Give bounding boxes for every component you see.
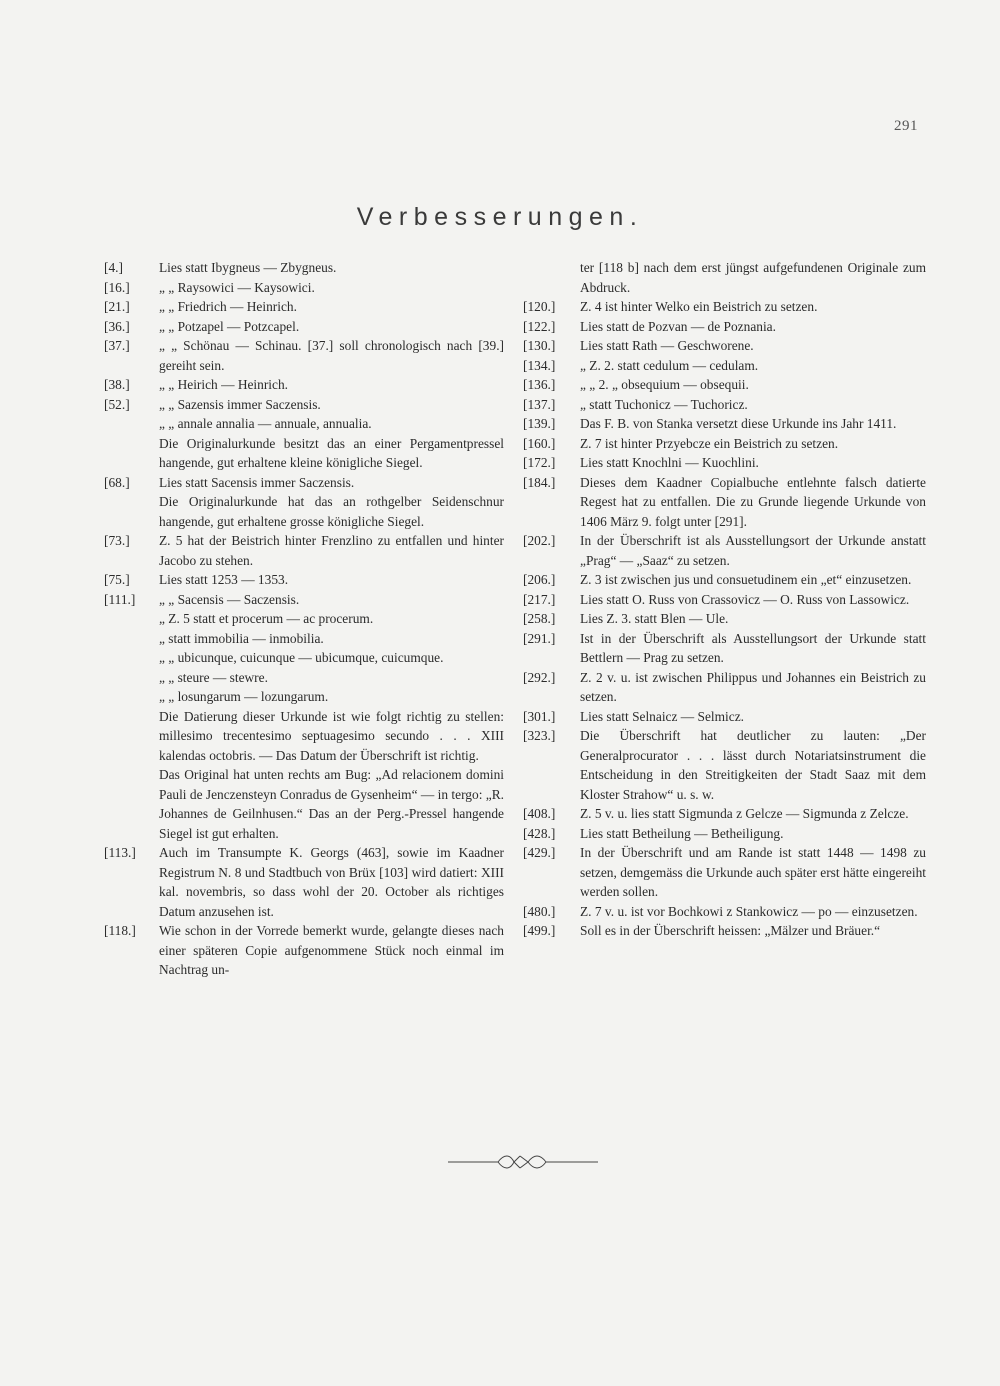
correction-entry — [523, 629, 926, 668]
entry-ref: [16.] — [104, 279, 130, 295]
correction-entry — [104, 590, 504, 610]
entry-text: Lies statt Ibygneus — Zbygneus. — [159, 260, 337, 275]
correction-entry — [104, 531, 504, 570]
entry-ref: [130.] — [523, 338, 556, 353]
entry-text: Lies statt Betheilung — Betheiligung. — [580, 825, 784, 841]
entry-text: Lies statt de Pozvan — de Poznania. — [580, 318, 776, 334]
entry-ref: [160.] — [523, 435, 556, 451]
entry-text: „ „ losungarum — lozungarum. — [159, 689, 329, 704]
entry-text: „ Z. 5 statt et procerum — ac procerum. — [159, 611, 374, 626]
correction-entry — [523, 843, 926, 902]
entry-ref: [217.] — [523, 591, 556, 607]
entry-text: „ „ 2. „ obsequium — obsequii. — [580, 377, 749, 392]
correction-entry — [523, 609, 926, 629]
left-column — [104, 258, 504, 980]
entry-text: „ „ Sacensis — Saczensis. — [159, 591, 300, 607]
entry-ref: [499.] — [523, 923, 556, 938]
entry-text: „ Z. 2. statt cedulum — cedulam. — [580, 357, 759, 373]
correction-entry — [523, 317, 926, 337]
entry-text: „ „ Raysowici — Kaysowici. — [159, 279, 315, 295]
entry-ref: [172.] — [523, 455, 556, 470]
entry-ref: [75.] — [104, 572, 130, 587]
entry-text: „ „ ubicunque, cuicunque — ubicumque, cuicumque. — [159, 650, 444, 665]
entry-ref: [4.] — [104, 260, 123, 275]
entry-ref: [137.] — [523, 396, 556, 412]
entry-text: „ statt immobilia — inmobilia. — [159, 630, 324, 646]
entry-ref: [184.] — [523, 474, 556, 490]
entry-text: „ „ Schönau — Schinau. [37.] soll chronologisch nach [39.] gereiht sein. — [159, 338, 504, 373]
correction-entry — [523, 921, 926, 941]
entry-text: „ „ steure — stewre. — [159, 669, 268, 685]
entry-text: Die Überschrift hat deutlicher zu lauten: „Der Generalprocurator . . . lässt durch Notariatsinstrument die Entscheidung in den Streitigkeiten der Stadt Saaz mit dem Kloster Strahow“ u. s. w. — [580, 728, 926, 802]
correction-entry — [523, 590, 926, 610]
entry-text: Lies statt Rath — Geschworene. — [580, 338, 754, 353]
entry-text: Z. 4 ist hinter Welko ein Beistrich zu setzen. — [580, 299, 818, 314]
correction-entry — [523, 356, 926, 376]
entry-ref: [37.] — [104, 338, 130, 353]
correction-entry — [104, 668, 504, 688]
entry-text: Die Originalurkunde hat das an rothgelber Seidenschnur hangende, gut erhaltene grosse königliche Siegel. — [159, 494, 504, 529]
correction-entry — [523, 668, 926, 707]
correction-entry — [523, 258, 926, 297]
entry-text: Lies Z. 3. statt Blen — Ule. — [580, 611, 729, 626]
correction-entry — [523, 726, 926, 804]
correction-entry — [104, 434, 504, 473]
entry-text: Z. 7 ist hinter Przyebcze ein Beistrich zu setzen. — [580, 435, 839, 451]
page-number: 291 — [894, 118, 918, 134]
right-column — [523, 258, 926, 941]
entry-ref: [52.] — [104, 396, 130, 412]
correction-entry — [523, 375, 926, 395]
correction-entry — [523, 297, 926, 317]
entry-text: Z. 5 hat der Beistrich hinter Frenzlino zu entfallen und hinter Jacobo zu stehen. — [159, 533, 504, 568]
entry-text: Z. 7 v. u. ist vor Bochkowi z Stankowicz — po — einzusetzen. — [580, 903, 918, 919]
entry-ref: [38.] — [104, 377, 130, 392]
correction-entry — [104, 570, 504, 590]
correction-entry — [104, 473, 504, 493]
entry-ref: [291.] — [523, 630, 556, 646]
entry-ref: [292.] — [523, 669, 556, 685]
correction-entry — [104, 336, 504, 375]
entry-text: „ „ annale annalia — annuale, annualia. — [159, 416, 372, 431]
correction-entry — [523, 824, 926, 844]
entry-ref: [408.] — [523, 806, 556, 821]
entry-text: Lies statt Knochlni — Kuochlini. — [580, 455, 759, 470]
correction-entry — [104, 317, 504, 337]
entry-text: Soll es in der Überschrift heissen: „Mälzer und Bräuer.“ — [580, 923, 881, 938]
entry-text: Das F. B. von Stanka versetzt diese Urkunde ins Jahr 1411. — [580, 416, 897, 431]
entry-text: „ „ Friedrich — Heinrich. — [159, 299, 297, 314]
correction-entry — [104, 707, 504, 766]
correction-entry — [523, 570, 926, 590]
correction-entry — [523, 434, 926, 454]
correction-entry — [523, 336, 926, 356]
entry-ref: [258.] — [523, 611, 556, 626]
entry-text: „ „ Heirich — Heinrich. — [159, 377, 289, 392]
entry-text: ter [118 b] nach dem erst jüngst aufgefundenen Originale zum Abdruck. — [580, 260, 926, 295]
correction-entry — [523, 414, 926, 434]
entry-ref: [139.] — [523, 416, 556, 431]
entry-ref: [36.] — [104, 318, 130, 334]
correction-entry — [104, 278, 504, 298]
correction-entry — [104, 629, 504, 649]
entry-ref: [21.] — [104, 299, 130, 314]
entry-text: Wie schon in der Vorrede bemerkt wurde, gelangte dieses nach einer späteren Copie aufgenommene Stück noch einmal im Nachtrag un- — [159, 923, 504, 977]
entry-ref: [429.] — [523, 845, 556, 860]
entry-ref: [301.] — [523, 708, 556, 724]
correction-entry — [523, 804, 926, 824]
entry-ref: [122.] — [523, 318, 556, 334]
entry-ref: [111.] — [104, 591, 136, 607]
entry-text: Z. 2 v. u. ist zwischen Philippus und Johannes ein Beistrich zu setzen. — [580, 669, 926, 704]
correction-entry — [523, 473, 926, 532]
entry-text: „ „ Potzapel — Potzcapel. — [159, 318, 300, 334]
correction-entry — [104, 648, 504, 668]
entry-ref: [202.] — [523, 533, 556, 548]
correction-entry — [104, 765, 504, 843]
entry-ref: [323.] — [523, 728, 556, 743]
entry-ref: [113.] — [104, 845, 136, 860]
entry-text: Lies statt Selnaicz — Selmicz. — [580, 708, 744, 724]
correction-entry — [104, 375, 504, 395]
entry-ref: [480.] — [523, 903, 556, 919]
entry-ref: [134.] — [523, 357, 556, 373]
entry-ref: [136.] — [523, 377, 556, 392]
correction-entry — [104, 687, 504, 707]
correction-entry — [104, 395, 504, 415]
entry-text: Die Originalurkunde besitzt das an einer Pergamentpressel hangende, gut erhaltene kleine königliche Siegel. — [159, 435, 504, 470]
correction-entry — [104, 414, 504, 434]
entry-text: Ist in der Überschrift als Ausstellungsort der Urkunde statt Bettlern — Prag zu setzen. — [580, 630, 926, 665]
correction-entry — [104, 843, 504, 921]
page-title: Verbesserungen. — [356, 202, 644, 231]
correction-entry — [523, 707, 926, 727]
entry-text: Lies statt 1253 — 1353. — [159, 572, 289, 587]
entry-text: Lies statt O. Russ von Crassovicz — O. Russ von Lassowicz. — [580, 591, 910, 607]
ornament-divider-icon — [448, 1150, 598, 1174]
correction-entry — [104, 297, 504, 317]
entry-text: In der Überschrift ist als Ausstellungsort der Urkunde anstatt „Prag“ — „Saaz“ zu setzen. — [580, 533, 926, 568]
correction-entry — [104, 492, 504, 531]
correction-entry — [104, 609, 504, 629]
entry-ref: [120.] — [523, 299, 556, 314]
correction-entry — [523, 395, 926, 415]
entry-text: „ „ Sazensis immer Saczensis. — [159, 396, 321, 412]
entry-ref: [206.] — [523, 572, 556, 587]
correction-entry — [523, 902, 926, 922]
entry-text: Lies statt Sacensis immer Saczensis. — [159, 474, 355, 490]
entry-text: Dieses dem Kaadner Copialbuche entlehnte falsch datierte Regest hat zu entfallen. Die zu Grunde liegende Urkunde von 1406 März 9. folgt unter [291]. — [580, 474, 926, 529]
correction-entry — [104, 921, 504, 980]
entry-ref: [73.] — [104, 533, 130, 548]
entry-ref: [118.] — [104, 923, 136, 938]
entry-ref: [428.] — [523, 825, 556, 841]
entry-ref: [68.] — [104, 474, 130, 490]
entry-text: Z. 5 v. u. lies statt Sigmunda z Gelcze — Sigmunda z Zelcze. — [580, 806, 909, 821]
entry-text: Die Datierung dieser Urkunde ist wie folgt richtig zu stellen: millesimo trecentesimo septuagesimo secundo . . . XIII kalendas octobris. — Das Datum der Überschrift ist richtig. — [159, 708, 504, 763]
entry-text: „ statt Tuchonicz — Tuchoricz. — [580, 396, 748, 412]
correction-entry — [104, 258, 504, 278]
entry-text: In der Überschrift und am Rande ist statt 1448 — 1498 zu setzen, demgemäss die Urkunde auch später erst hätte eingereiht werden sollen. — [580, 845, 926, 899]
correction-entry — [523, 531, 926, 570]
entry-text: Das Original hat unten rechts am Bug: „Ad relacionem domini Pauli de Jenczensteyn Conradus de Gysenheim“ — in tergo: „R. Johannes de Geilnhusen.“ Das an der Perg.-Pressel hangende Siegel ist gut erhalten. — [159, 767, 504, 841]
entry-text: Z. 3 ist zwischen jus und consuetudinem ein „et“ einzusetzen. — [580, 572, 912, 587]
correction-entry — [523, 453, 926, 473]
entry-text: Auch im Transumpte K. Georgs (463], sowie im Kaadner Registrum N. 8 und Stadtbuch von Brüx [103] wird datiert: XIII kal. novembris, so dass wohl der 20. October als richtiges Datum anzusehen ist. — [159, 845, 504, 919]
